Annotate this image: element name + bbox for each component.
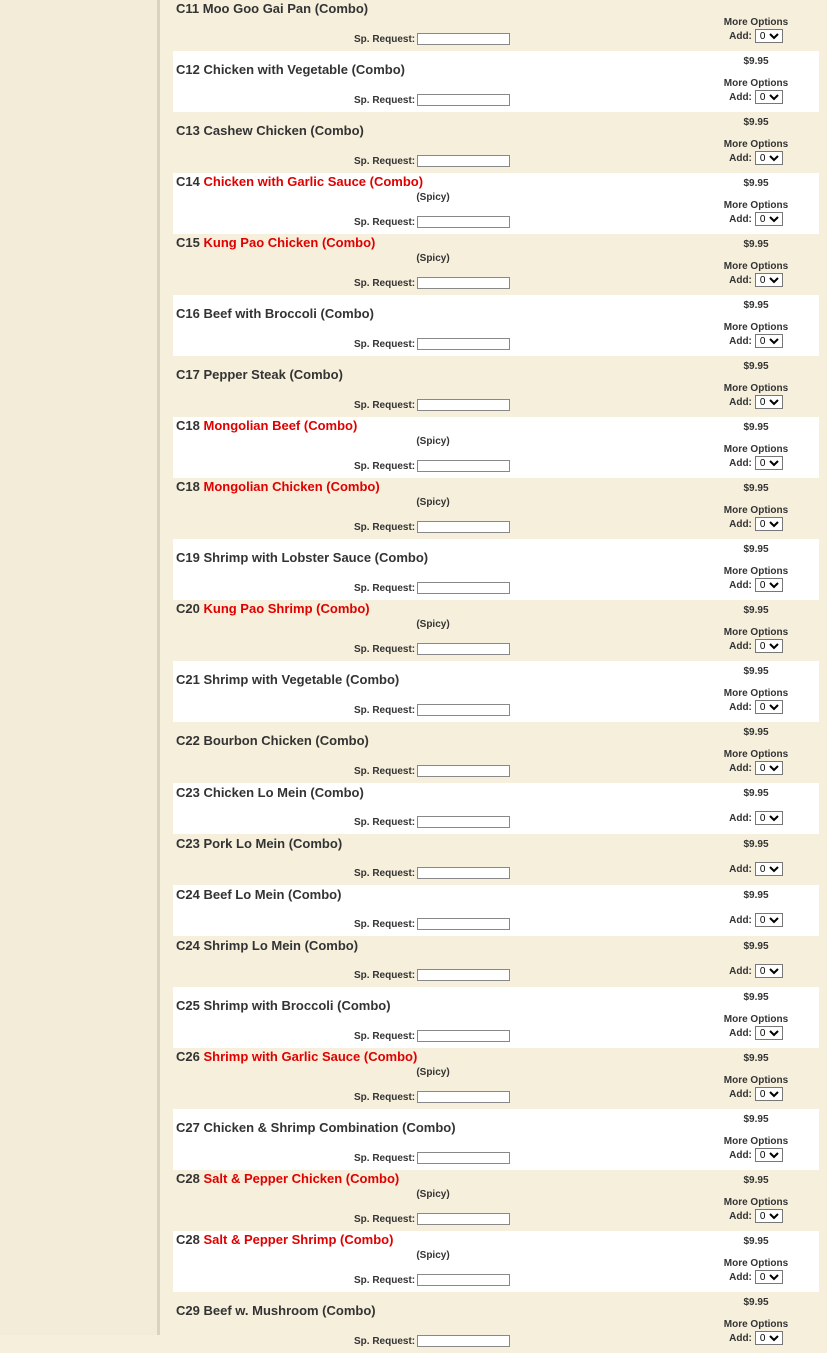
item-price: $9.95 xyxy=(743,178,769,189)
item-name xyxy=(176,733,369,748)
special-request xyxy=(354,1335,510,1347)
item-code: C21 xyxy=(176,672,200,687)
add-quantity xyxy=(693,1087,819,1101)
special-request xyxy=(354,155,510,167)
item-title: Shrimp with Garlic Sauce (Combo) xyxy=(203,1049,418,1064)
item-name xyxy=(176,174,423,189)
menu-item-row xyxy=(173,417,819,478)
item-name xyxy=(176,601,370,616)
item-price: $9.95 xyxy=(743,300,769,311)
more-options-link[interactable]: More Options xyxy=(723,1136,789,1147)
menu-item-row xyxy=(173,987,819,1048)
item-name xyxy=(176,418,357,433)
item-title: Shrimp Lo Mein (Combo) xyxy=(203,938,359,953)
quantity-select[interactable] xyxy=(755,273,783,287)
add-quantity xyxy=(693,29,819,43)
quantity-select[interactable] xyxy=(755,700,783,714)
more-options-link[interactable]: More Options xyxy=(723,1258,789,1269)
spicy-label: (Spicy) xyxy=(416,1067,450,1078)
special-request xyxy=(354,94,510,106)
special-request xyxy=(354,1091,510,1103)
menu-item-row xyxy=(173,936,819,987)
menu-item-row xyxy=(173,1231,819,1292)
item-name xyxy=(176,62,405,77)
add-quantity xyxy=(693,639,819,653)
add-quantity xyxy=(693,761,819,775)
item-price: $9.95 xyxy=(743,890,769,901)
add-label: Add: xyxy=(729,152,752,164)
item-price: $9.95 xyxy=(743,239,769,250)
special-request-input[interactable] xyxy=(417,33,510,45)
special-request xyxy=(354,1030,510,1042)
special-request xyxy=(354,1152,510,1164)
special-request-input[interactable] xyxy=(417,1213,510,1225)
quantity-select[interactable] xyxy=(755,151,783,165)
menu-item-row xyxy=(173,661,819,722)
add-label: Add: xyxy=(729,335,752,347)
item-price: $9.95 xyxy=(743,941,769,952)
item-title: Chicken with Garlic Sauce (Combo) xyxy=(203,174,424,189)
special-request xyxy=(354,1274,510,1286)
item-code: C23 xyxy=(176,836,200,851)
item-title: Salt & Pepper Chicken (Combo) xyxy=(203,1171,400,1186)
item-name xyxy=(176,550,428,565)
more-options-link[interactable]: More Options xyxy=(723,566,789,577)
item-price: $9.95 xyxy=(743,992,769,1003)
add-quantity xyxy=(693,1148,819,1162)
special-request xyxy=(354,460,510,472)
special-request xyxy=(354,867,510,879)
item-code: C27 xyxy=(176,1120,200,1135)
item-price: $9.95 xyxy=(743,727,769,738)
special-request xyxy=(354,521,510,533)
menu-item-row xyxy=(173,1292,819,1353)
special-request-input[interactable] xyxy=(417,765,510,777)
item-code: C25 xyxy=(176,998,200,1013)
item-name xyxy=(176,998,391,1013)
more-options-link[interactable]: More Options xyxy=(723,1197,789,1208)
menu-item-row xyxy=(173,295,819,356)
add-label: Add: xyxy=(729,1271,752,1283)
add-label: Add: xyxy=(729,1088,752,1100)
menu-item-row xyxy=(173,356,819,417)
special-request-label: Sp. Request: xyxy=(354,277,416,289)
special-request xyxy=(354,643,510,655)
more-options-link[interactable]: More Options xyxy=(723,749,789,760)
more-options-link[interactable]: More Options xyxy=(723,1075,789,1086)
quantity-select[interactable] xyxy=(755,1270,783,1284)
menu-item-row xyxy=(173,173,819,234)
special-request-label: Sp. Request: xyxy=(354,765,416,777)
special-request-label: Sp. Request: xyxy=(354,33,416,45)
quantity-select[interactable] xyxy=(755,29,783,43)
item-code: C18 xyxy=(176,418,200,433)
special-request-label: Sp. Request: xyxy=(354,704,416,716)
add-label: Add: xyxy=(729,213,752,225)
special-request-label: Sp. Request: xyxy=(354,216,416,228)
item-name xyxy=(176,1232,393,1247)
special-request-input[interactable] xyxy=(417,867,510,879)
special-request xyxy=(354,704,510,716)
item-name xyxy=(176,1303,376,1318)
quantity-select[interactable] xyxy=(755,639,783,653)
more-options-link[interactable]: More Options xyxy=(723,261,789,272)
item-title: Pepper Steak (Combo) xyxy=(203,367,343,382)
item-title: Shrimp with Lobster Sauce (Combo) xyxy=(203,550,429,565)
item-code: C16 xyxy=(176,306,200,321)
item-code: C28 xyxy=(176,1171,200,1186)
item-price: $9.95 xyxy=(743,1114,769,1125)
more-options-link[interactable]: More Options xyxy=(723,383,789,394)
item-code: C22 xyxy=(176,733,200,748)
quantity-select[interactable] xyxy=(755,334,783,348)
item-price: $9.95 xyxy=(743,361,769,372)
special-request-label: Sp. Request: xyxy=(354,155,416,167)
special-request-input[interactable] xyxy=(417,1335,510,1347)
menu-item-row xyxy=(173,1170,819,1231)
item-title: Beef w. Mushroom (Combo) xyxy=(203,1303,376,1318)
add-label: Add: xyxy=(729,965,752,977)
quantity-select[interactable] xyxy=(755,212,783,226)
menu-item-row xyxy=(173,834,819,885)
add-label: Add: xyxy=(729,1210,752,1222)
item-name xyxy=(176,479,380,494)
quantity-select[interactable] xyxy=(755,1087,783,1101)
item-code: C11 xyxy=(176,1,200,16)
add-label: Add: xyxy=(729,457,752,469)
item-title: Bourbon Chicken (Combo) xyxy=(203,733,369,748)
item-title: Mongolian Beef (Combo) xyxy=(203,418,358,433)
item-name xyxy=(176,306,374,321)
more-options-link[interactable]: More Options xyxy=(723,505,789,516)
menu-item-row xyxy=(173,478,819,539)
menu-item-row xyxy=(173,0,819,51)
special-request xyxy=(354,765,510,777)
item-price: $9.95 xyxy=(743,56,769,67)
item-name xyxy=(176,1171,399,1186)
quantity-select[interactable] xyxy=(755,964,783,978)
special-request xyxy=(354,1213,510,1225)
quantity-select[interactable] xyxy=(755,862,783,876)
special-request-label: Sp. Request: xyxy=(354,338,416,350)
item-name xyxy=(176,887,341,902)
item-price: $9.95 xyxy=(743,666,769,677)
item-code: C24 xyxy=(176,938,200,953)
item-name xyxy=(176,367,343,382)
special-request xyxy=(354,216,510,228)
item-code: C26 xyxy=(176,1049,200,1064)
add-label: Add: xyxy=(729,812,752,824)
add-quantity xyxy=(693,862,819,876)
add-quantity xyxy=(693,334,819,348)
special-request xyxy=(354,816,510,828)
menu-list xyxy=(173,0,819,1353)
special-request-input[interactable] xyxy=(417,1091,510,1103)
item-name xyxy=(176,235,375,250)
spicy-label: (Spicy) xyxy=(416,1250,450,1261)
add-label: Add: xyxy=(729,701,752,713)
more-options-link[interactable]: More Options xyxy=(723,444,789,455)
item-price: $9.95 xyxy=(743,544,769,555)
quantity-select[interactable] xyxy=(755,517,783,531)
item-name xyxy=(176,672,399,687)
add-label: Add: xyxy=(729,914,752,926)
quantity-select[interactable] xyxy=(755,395,783,409)
quantity-select[interactable] xyxy=(755,1148,783,1162)
item-name xyxy=(176,938,358,953)
item-price: $9.95 xyxy=(743,1236,769,1247)
item-title: Shrimp with Vegetable (Combo) xyxy=(203,672,400,687)
special-request-label: Sp. Request: xyxy=(354,399,416,411)
special-request-label: Sp. Request: xyxy=(354,1213,416,1225)
item-title: Chicken with Vegetable (Combo) xyxy=(203,62,406,77)
add-label: Add: xyxy=(729,518,752,530)
more-options-link[interactable]: More Options xyxy=(723,1319,789,1330)
special-request-input[interactable] xyxy=(417,816,510,828)
add-label: Add: xyxy=(729,274,752,286)
quantity-select[interactable] xyxy=(755,913,783,927)
add-quantity xyxy=(693,1209,819,1223)
add-quantity xyxy=(693,90,819,104)
add-quantity xyxy=(693,811,819,825)
special-request-input[interactable] xyxy=(417,969,510,981)
special-request-input[interactable] xyxy=(417,918,510,930)
item-code: C20 xyxy=(176,601,200,616)
special-request-input[interactable] xyxy=(417,399,510,411)
item-name xyxy=(176,123,364,138)
special-request-input[interactable] xyxy=(417,338,510,350)
item-price: $9.95 xyxy=(743,483,769,494)
special-request xyxy=(354,33,510,45)
item-title: Mongolian Chicken (Combo) xyxy=(203,479,380,494)
special-request-input[interactable] xyxy=(417,216,510,228)
special-request-input[interactable] xyxy=(417,277,510,289)
add-label: Add: xyxy=(729,579,752,591)
add-quantity xyxy=(693,212,819,226)
item-code: C29 xyxy=(176,1303,200,1318)
item-price: $9.95 xyxy=(743,422,769,433)
quantity-select[interactable] xyxy=(755,456,783,470)
more-options-link[interactable]: More Options xyxy=(723,139,789,150)
item-title: Beef Lo Mein (Combo) xyxy=(203,887,342,902)
item-title: Salt & Pepper Shrimp (Combo) xyxy=(203,1232,394,1247)
special-request-label: Sp. Request: xyxy=(354,867,416,879)
item-code: C14 xyxy=(176,174,200,189)
add-label: Add: xyxy=(729,91,752,103)
menu-item-row xyxy=(173,1109,819,1170)
add-label: Add: xyxy=(729,396,752,408)
more-options-link[interactable]: More Options xyxy=(723,627,789,638)
special-request-label: Sp. Request: xyxy=(354,918,416,930)
more-options-link[interactable]: More Options xyxy=(723,322,789,333)
more-options-link[interactable]: More Options xyxy=(723,200,789,211)
item-title: Beef with Broccoli (Combo) xyxy=(203,306,374,321)
special-request-input[interactable] xyxy=(417,460,510,472)
spicy-label: (Spicy) xyxy=(416,253,450,264)
more-options-link[interactable]: More Options xyxy=(723,78,789,89)
item-price: $9.95 xyxy=(743,788,769,799)
item-title: Cashew Chicken (Combo) xyxy=(203,123,364,138)
item-title: Kung Pao Chicken (Combo) xyxy=(203,235,376,250)
add-quantity xyxy=(693,395,819,409)
menu-item-row xyxy=(173,783,819,834)
add-quantity xyxy=(693,700,819,714)
add-quantity xyxy=(693,1331,819,1345)
special-request-input[interactable] xyxy=(417,94,510,106)
special-request-label: Sp. Request: xyxy=(354,816,416,828)
add-label: Add: xyxy=(729,762,752,774)
special-request-input[interactable] xyxy=(417,643,510,655)
quantity-select[interactable] xyxy=(755,578,783,592)
special-request-input[interactable] xyxy=(417,155,510,167)
spicy-label: (Spicy) xyxy=(416,1189,450,1200)
item-name xyxy=(176,785,364,800)
special-request xyxy=(354,969,510,981)
item-code: C13 xyxy=(176,123,200,138)
item-name xyxy=(176,1,368,16)
item-code: C28 xyxy=(176,1232,200,1247)
quantity-select[interactable] xyxy=(755,1331,783,1345)
spicy-label: (Spicy) xyxy=(416,497,450,508)
add-quantity xyxy=(693,151,819,165)
item-name xyxy=(176,1049,417,1064)
add-label: Add: xyxy=(729,640,752,652)
item-price: $9.95 xyxy=(743,839,769,850)
item-title: Chicken Lo Mein (Combo) xyxy=(203,785,364,800)
add-quantity xyxy=(693,964,819,978)
item-title: Shrimp with Broccoli (Combo) xyxy=(203,998,391,1013)
special-request xyxy=(354,918,510,930)
spicy-label: (Spicy) xyxy=(416,619,450,630)
special-request xyxy=(354,338,510,350)
menu-item-row xyxy=(173,722,819,783)
item-code: C17 xyxy=(176,367,200,382)
item-code: C15 xyxy=(176,235,200,250)
special-request-input[interactable] xyxy=(417,521,510,533)
item-title: Moo Goo Gai Pan (Combo) xyxy=(202,1,369,16)
add-label: Add: xyxy=(729,1332,752,1344)
add-label: Add: xyxy=(729,1149,752,1161)
item-price: $9.95 xyxy=(743,1297,769,1308)
item-code: C24 xyxy=(176,887,200,902)
special-request-label: Sp. Request: xyxy=(354,1152,416,1164)
more-options-link[interactable]: More Options xyxy=(723,1014,789,1025)
add-label: Add: xyxy=(729,1027,752,1039)
item-code: C19 xyxy=(176,550,200,565)
quantity-select[interactable] xyxy=(755,761,783,775)
add-quantity xyxy=(693,273,819,287)
add-quantity xyxy=(693,913,819,927)
special-request-input[interactable] xyxy=(417,1274,510,1286)
add-label: Add: xyxy=(729,30,752,42)
item-code: C12 xyxy=(176,62,200,77)
item-name xyxy=(176,1120,456,1135)
special-request-label: Sp. Request: xyxy=(354,521,416,533)
quantity-select[interactable] xyxy=(755,90,783,104)
special-request-input[interactable] xyxy=(417,704,510,716)
menu-item-row xyxy=(173,1048,819,1109)
item-code: C23 xyxy=(176,785,200,800)
quantity-select[interactable] xyxy=(755,811,783,825)
menu-item-row xyxy=(173,234,819,295)
special-request-label: Sp. Request: xyxy=(354,1274,416,1286)
add-quantity xyxy=(693,1026,819,1040)
item-code: C18 xyxy=(176,479,200,494)
left-sidebar xyxy=(0,0,160,1335)
special-request xyxy=(354,277,510,289)
special-request-label: Sp. Request: xyxy=(354,582,416,594)
spicy-label: (Spicy) xyxy=(416,436,450,447)
special-request-label: Sp. Request: xyxy=(354,643,416,655)
more-options-link[interactable]: More Options xyxy=(723,17,789,28)
menu-item-row xyxy=(173,600,819,661)
special-request xyxy=(354,582,510,594)
special-request-input[interactable] xyxy=(417,582,510,594)
special-request-input[interactable] xyxy=(417,1030,510,1042)
item-price: $9.95 xyxy=(743,1053,769,1064)
menu-item-row xyxy=(173,885,819,936)
special-request-label: Sp. Request: xyxy=(354,969,416,981)
special-request xyxy=(354,399,510,411)
item-title: Chicken & Shrimp Combination (Combo) xyxy=(203,1120,456,1135)
special-request-label: Sp. Request: xyxy=(354,460,416,472)
add-quantity xyxy=(693,517,819,531)
spicy-label: (Spicy) xyxy=(416,192,450,203)
item-title: Kung Pao Shrimp (Combo) xyxy=(203,601,370,616)
add-quantity xyxy=(693,456,819,470)
special-request-label: Sp. Request: xyxy=(354,1335,416,1347)
add-quantity xyxy=(693,578,819,592)
menu-item-row xyxy=(173,51,819,112)
add-label: Add: xyxy=(729,863,752,875)
item-price: $9.95 xyxy=(743,605,769,616)
menu-item-row xyxy=(173,112,819,173)
special-request-label: Sp. Request: xyxy=(354,94,416,106)
more-options-link[interactable]: More Options xyxy=(723,688,789,699)
item-title: Pork Lo Mein (Combo) xyxy=(203,836,343,851)
item-price: $9.95 xyxy=(743,1175,769,1186)
quantity-select[interactable] xyxy=(755,1209,783,1223)
quantity-select[interactable] xyxy=(755,1026,783,1040)
special-request-label: Sp. Request: xyxy=(354,1030,416,1042)
add-quantity xyxy=(693,1270,819,1284)
item-price: $9.95 xyxy=(743,117,769,128)
menu-item-row xyxy=(173,539,819,600)
special-request-label: Sp. Request: xyxy=(354,1091,416,1103)
special-request-input[interactable] xyxy=(417,1152,510,1164)
item-name xyxy=(176,836,342,851)
